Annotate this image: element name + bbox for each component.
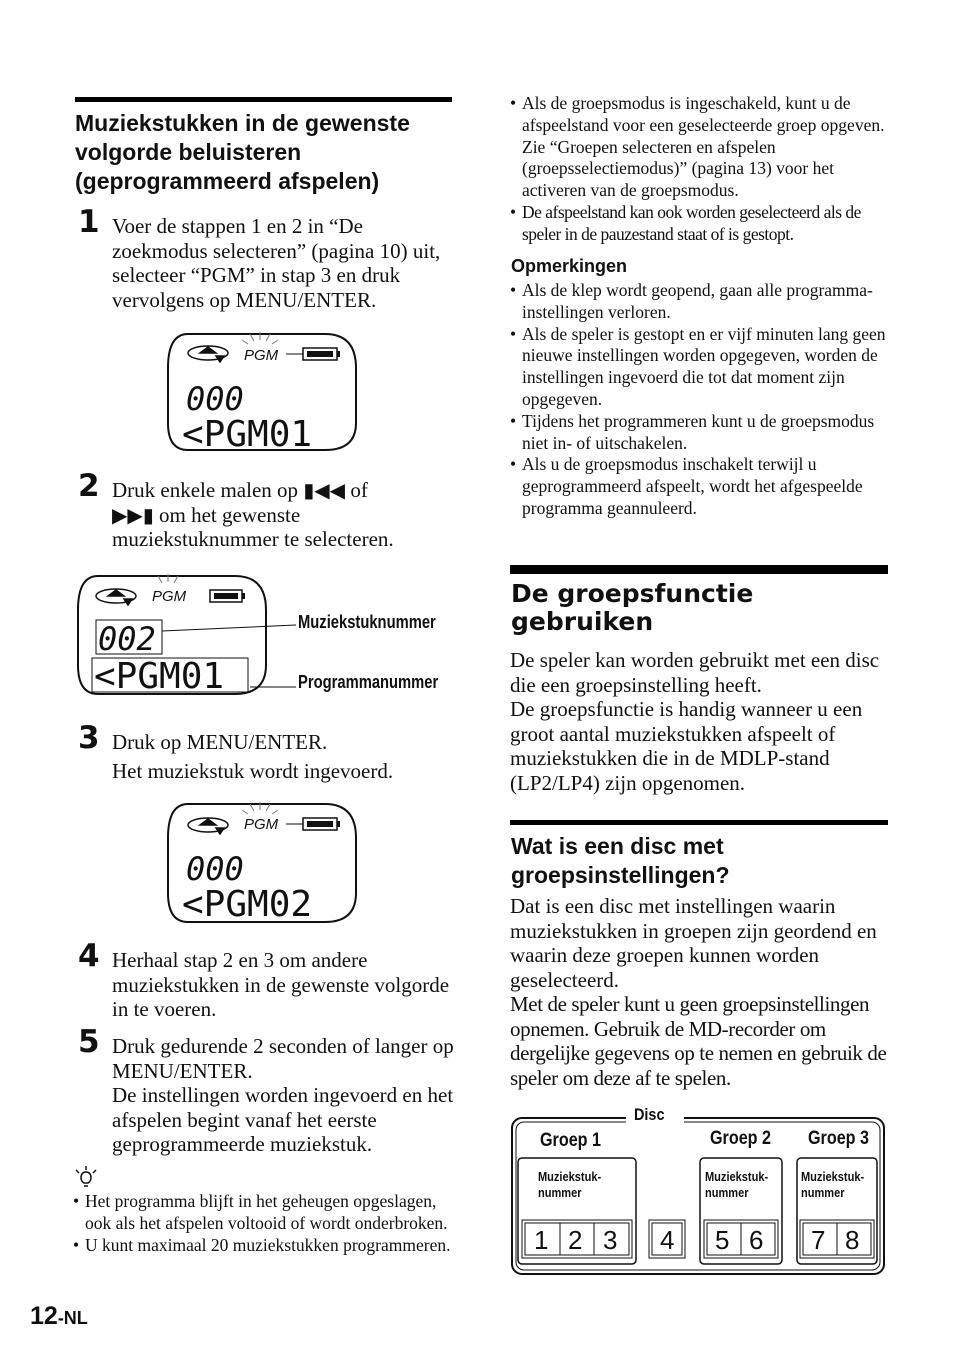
notes-list bbox=[510, 280, 888, 520]
section-paragraph: De speler kan worden gebruikt met een disc die een groepsinstelling heeft. bbox=[510, 648, 880, 697]
track-label: nummer bbox=[801, 1185, 845, 1201]
lcd-mode-indicator: PGM bbox=[152, 588, 187, 605]
battery-icon bbox=[286, 348, 340, 360]
track-label: Muziekstuk- bbox=[538, 1169, 602, 1185]
track-number: 6 bbox=[749, 1225, 764, 1255]
previous-track-icon: ▮◀◀ bbox=[303, 478, 346, 502]
group-label: Groep 3 bbox=[808, 1126, 870, 1149]
subsection-rule bbox=[510, 820, 888, 825]
step-text-part: Druk enkele malen op bbox=[112, 478, 299, 502]
lcd-display bbox=[160, 798, 365, 928]
subsection-paragraph: Dat is een disc met instellingen waarin muziekstukken in groepen zijn geordend en waarin deze groepen kunnen worden geselecteerd. bbox=[510, 894, 877, 992]
track-label: Muziekstuk- bbox=[705, 1169, 769, 1185]
step-text-line: Druk op MENU/ENTER. bbox=[112, 730, 328, 754]
section-rule bbox=[510, 565, 888, 574]
track-number: 7 bbox=[811, 1225, 826, 1255]
track-number: 8 bbox=[845, 1225, 860, 1255]
disc-label: Disc bbox=[634, 1105, 665, 1125]
section-heading bbox=[511, 580, 753, 636]
section-heading-line: De groepsfunctie bbox=[511, 579, 754, 608]
step-text bbox=[112, 730, 457, 783]
track-label: Muziekstuk- bbox=[801, 1169, 865, 1185]
step-number: 2 bbox=[78, 468, 100, 504]
list-item: • Als de groepsmodus is ingeschakeld, kunt u de afspeelstand voor een geselecteerde groep opgeven. Zie “Groepen selecteren en afspelen (groepsselectiemodus)” (pagina 13) voor het activeren van de groepsmodus. bbox=[510, 93, 888, 202]
list-item: • De afspeelstand kan ook worden geselecteerd als de speler in de pauzestand staat of is gestopt. bbox=[510, 202, 888, 246]
list-item: • U kunt maximaal 20 muziekstukken programmeren. bbox=[73, 1235, 455, 1257]
lcd-track-number: 002 bbox=[98, 620, 156, 658]
step-text: Herhaal stap 2 en 3 om andere muziekstukken in de gewenste volgorde in te voeren. bbox=[112, 948, 450, 1021]
track-number: 1 bbox=[534, 1225, 549, 1255]
tip-lightbulb-icon bbox=[73, 1165, 99, 1189]
battery-icon bbox=[286, 818, 340, 830]
track-number: 5 bbox=[715, 1225, 730, 1255]
notes-heading: Opmerkingen bbox=[511, 256, 628, 276]
battery-icon bbox=[210, 590, 245, 602]
list-item: • Als u de groepsmodus inschakelt terwijl u geprogrammeerd afspeelt, wordt het afgespeelde programma geannuleerd. bbox=[510, 454, 888, 519]
lcd-track-number: 000 bbox=[186, 850, 244, 888]
lcd-track-number: 000 bbox=[186, 380, 244, 418]
page-number bbox=[30, 1302, 88, 1331]
lcd-program-number: <PGM01 bbox=[182, 414, 313, 455]
step-number: 5 bbox=[78, 1024, 100, 1060]
step-text-line: Het muziekstuk wordt ingevoerd. bbox=[112, 758, 394, 783]
track-number: 3 bbox=[603, 1225, 618, 1255]
step-text: Voer de stappen 1 en 2 in “De zoekmodus selecteren” (pagina 10) uit, selecteer “PGM” in stap 3 en druk vervolgens op MENU/ENTER. bbox=[112, 214, 441, 312]
track-number: 4 bbox=[660, 1225, 675, 1255]
disc-icon bbox=[96, 589, 136, 605]
step-number: 4 bbox=[78, 938, 100, 974]
disc-icon bbox=[188, 818, 228, 834]
section-rule bbox=[75, 97, 452, 102]
list-item: • Tijdens het programmeren kunt u de groepsmodus niet in- of uitschakelen. bbox=[510, 411, 888, 455]
lcd-mode-indicator: PGM bbox=[244, 347, 279, 364]
next-track-icon: ▶▶▮ bbox=[112, 502, 154, 527]
section-paragraph: De groepsfunctie is handig wanneer u een groot aantal muziekstukken afspeelt of muziekstukken die in de MDLP-stand (LP2/LP4) zijn opgenomen. bbox=[510, 697, 863, 795]
page-number-suffix: -NL bbox=[57, 1308, 88, 1328]
lcd-program-number: <PGM01 bbox=[94, 656, 225, 697]
step-text-part: om het gewenste muziekstuknummer te selecteren. bbox=[112, 502, 394, 551]
section-title: Muziekstukken in de gewenste volgorde beluisteren (geprogrammeerd afspelen) bbox=[75, 110, 410, 194]
step-text bbox=[112, 1034, 457, 1157]
subsection-paragraph: Met de speler kunt u geen groepsinstellingen opnemen. Gebruik de MD-recorder om dergelijke gegevens op te nemen en gebruik de speler om deze af te spelen. bbox=[510, 992, 887, 1090]
callout-track-number: Muziekstuknummer bbox=[298, 612, 436, 632]
lcd-program-number: <PGM02 bbox=[182, 884, 313, 925]
step-number: 3 bbox=[78, 720, 100, 756]
lcd-display bbox=[160, 328, 365, 456]
step-text-part: of bbox=[350, 478, 368, 502]
tip-list bbox=[73, 1191, 455, 1256]
disc-icon bbox=[188, 346, 228, 362]
callout-program-number: Programmanummer bbox=[298, 672, 439, 692]
callout-lines bbox=[160, 615, 300, 695]
group-label: Groep 1 bbox=[540, 1128, 602, 1151]
section-heading-line: gebruiken bbox=[511, 607, 654, 636]
page-number-value: 12 bbox=[30, 1302, 58, 1330]
subsection-heading: Wat is een disc met groepsinstellingen? bbox=[511, 833, 730, 888]
step-text bbox=[112, 478, 457, 552]
step-number: 1 bbox=[78, 204, 100, 240]
track-number: 2 bbox=[568, 1225, 583, 1255]
track-label: nummer bbox=[538, 1185, 582, 1201]
step-text-line: De instellingen worden ingevoerd en het afspelen begint vanaf het eerste geprogrammeerde muziekstuk. bbox=[112, 1083, 454, 1156]
track-label: nummer bbox=[705, 1185, 749, 1201]
list-item: • Het programma blijft in het geheugen opgeslagen, ook als het afspelen voltooid of wordt onderbroken. bbox=[73, 1191, 455, 1235]
list-item: • Als de speler is gestopt en er vijf minuten lang geen nieuwe instellingen worden opgegeven, worden de instellingen ingevoerd die tot dat moment zijn opgegeven. bbox=[510, 324, 888, 411]
mode-notes-list bbox=[510, 93, 888, 246]
disc-group-diagram bbox=[508, 1098, 890, 1282]
step-text-line: Druk gedurende 2 seconden of langer op MENU/ENTER. bbox=[112, 1034, 454, 1083]
list-item: • Als de klep wordt geopend, gaan alle programma-instellingen verloren. bbox=[510, 280, 888, 324]
group-label: Groep 2 bbox=[710, 1126, 772, 1149]
lcd-mode-indicator: PGM bbox=[244, 816, 279, 833]
